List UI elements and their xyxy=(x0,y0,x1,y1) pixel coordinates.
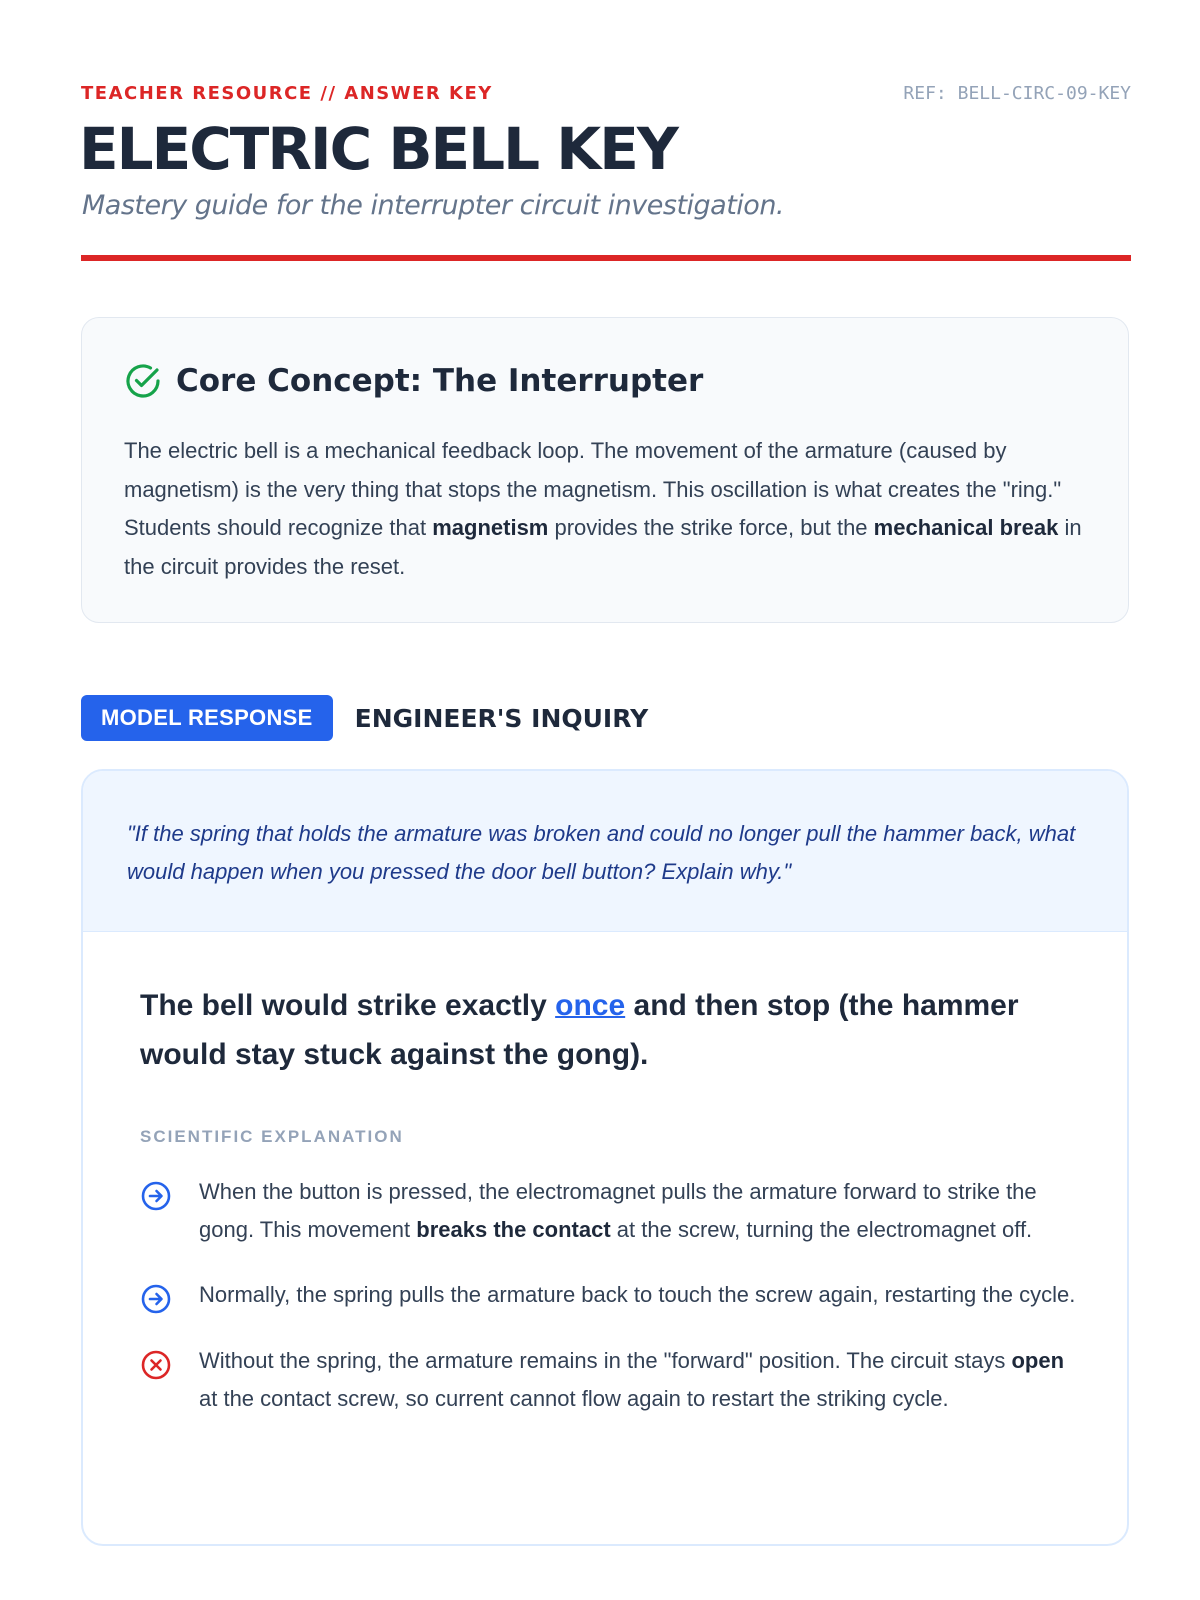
page-subtitle: Mastery guide for the interrupter circuit investigation. xyxy=(82,190,785,221)
section-title: ENGINEER'S INQUIRY xyxy=(354,703,649,733)
headline-highlight: once xyxy=(555,989,626,1022)
explanation-list xyxy=(140,1173,1080,1445)
point-bold-term: breaks the contact xyxy=(416,1217,611,1242)
page-title: ELECTRIC BELL KEY xyxy=(79,115,677,183)
arrow-right-circle-icon xyxy=(140,1283,172,1315)
answer-headline xyxy=(140,981,1080,1079)
explanation-point xyxy=(140,1342,1080,1418)
explanation-label: SCIENTIFIC EXPLANATION xyxy=(140,1127,404,1146)
concept-bold-term: mechanical break xyxy=(873,515,1059,540)
point-text-part: at the contact screw, so current cannot flow again to restart the striking cycle. xyxy=(199,1386,949,1411)
core-concept-header xyxy=(124,362,703,400)
reference-code: REF: BELL-CIRC-09-KEY xyxy=(903,83,1131,104)
explanation-point xyxy=(140,1173,1080,1249)
headline-text-part: and then stop (the hammer would stay stuck against the gong). xyxy=(140,989,1019,1071)
point-text-part: Without the spring, the armature remains in the "forward" position. The circuit stays xyxy=(199,1348,1012,1373)
concept-text-part: The electric bell is a mechanical feedback loop. The movement of the armature (caused by magnetism) is the very thing that stops the magnetism. This oscillation is what creates the "ring." Students should recognize that xyxy=(124,438,1062,540)
point-text-part: at the screw, turning the electromagnet off. xyxy=(610,1217,1033,1242)
check-circle-icon xyxy=(124,362,162,400)
model-response-card xyxy=(81,769,1129,1546)
point-text-part: Normally, the spring pulls the armature back to touch the screw again, restarting the cycle. xyxy=(199,1282,1076,1307)
point-bold-term: open xyxy=(1011,1348,1065,1373)
explanation-text xyxy=(199,1342,1079,1418)
point-text-part: When the button is pressed, the electromagnet pulls the armature forward to strike the gong. This movement xyxy=(199,1179,1037,1242)
x-circle-icon xyxy=(140,1349,172,1381)
explanation-point xyxy=(140,1276,1080,1315)
core-concept-title: Core Concept: The Interrupter xyxy=(176,363,704,399)
concept-text-part: provides the strike force, but the xyxy=(548,515,874,540)
arrow-right-circle-icon xyxy=(140,1180,172,1212)
inquiry-question: "If the spring that holds the armature was broken and could no longer pull the hammer back, what would happen when you pressed the door bell button? Explain why." xyxy=(127,821,1076,884)
core-concept-text xyxy=(124,432,1094,586)
explanation-text xyxy=(199,1173,1079,1249)
concept-bold-term: magnetism xyxy=(432,515,549,540)
header-divider xyxy=(81,255,1131,261)
explanation-text xyxy=(199,1276,1079,1314)
resource-eyebrow: TEACHER RESOURCE // ANSWER KEY xyxy=(81,83,493,104)
concept-text-part: in the circuit provides the reset. xyxy=(124,515,1082,579)
headline-text-part: The bell would strike exactly xyxy=(140,989,556,1022)
inquiry-prompt-box xyxy=(83,771,1127,932)
section-header xyxy=(81,695,648,741)
model-response-badge: MODEL RESPONSE xyxy=(81,695,333,741)
core-concept-card xyxy=(81,317,1129,623)
